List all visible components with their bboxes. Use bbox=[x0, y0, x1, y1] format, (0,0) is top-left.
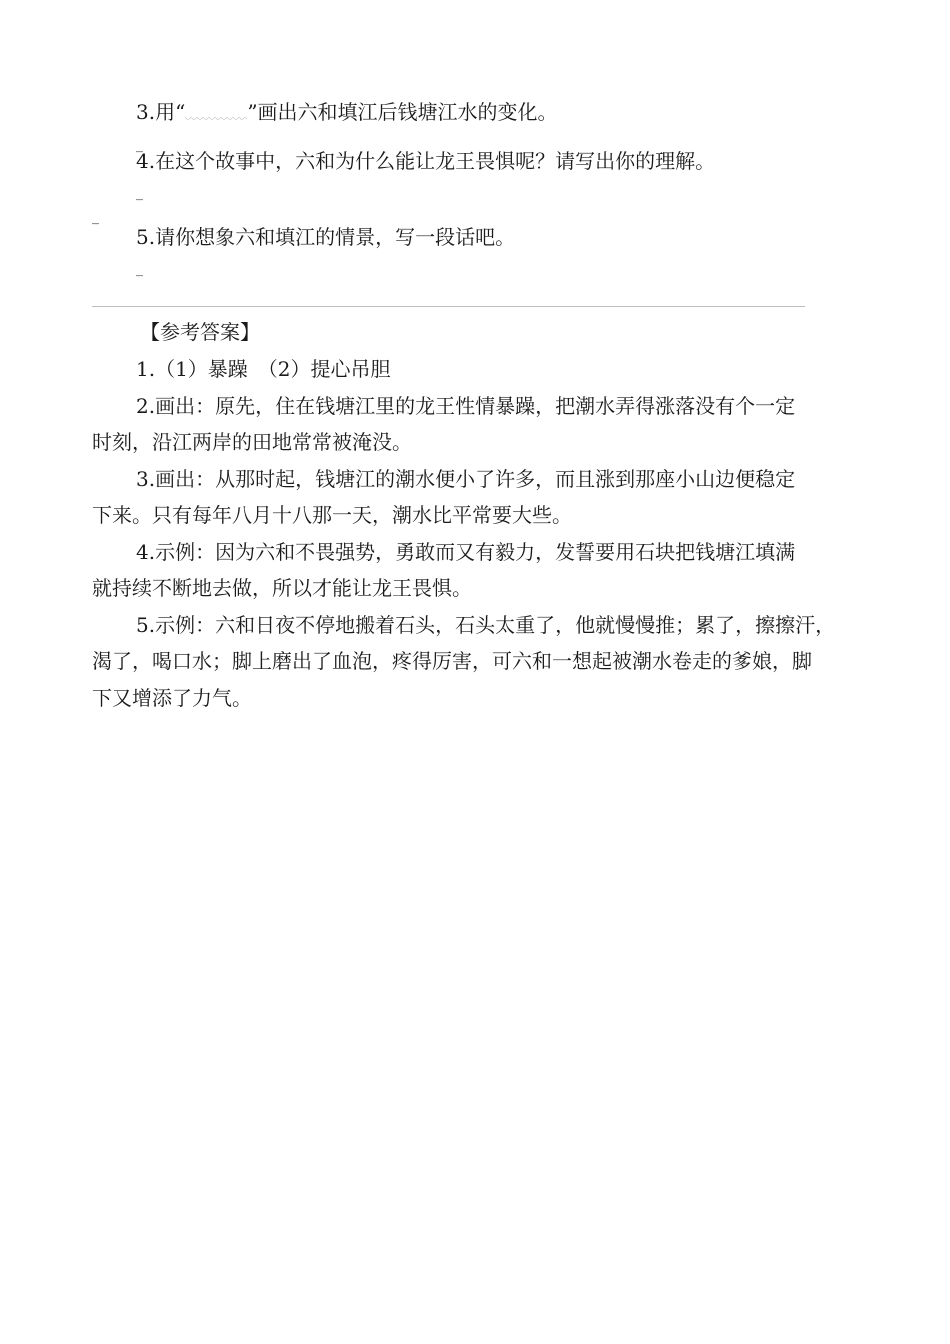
wavy-underline-sample bbox=[185, 103, 247, 121]
answer-4-line-2: 就持续不断地去做，所以才能让龙王畏惧。 bbox=[92, 576, 472, 600]
answer-1: 1.（1）暴躁 （2）提心吊胆 bbox=[136, 357, 391, 381]
question-5: 5.请你想象六和填江的情景，写一段话吧。 bbox=[136, 225, 516, 249]
question-4: 4.在这个故事中，六和为什么能让龙王畏惧呢？请写出你的理解。 bbox=[136, 149, 716, 173]
answer-5-line-3: 下又增添了力气。 bbox=[92, 686, 252, 710]
question-3-text-start: 3.用“ bbox=[136, 100, 186, 124]
answer-blank-mark: _ bbox=[136, 185, 143, 201]
question-3-text-end: ”画出六和填江后钱塘江水的变化。 bbox=[247, 100, 558, 124]
answer-4-line-1: 4.示例：因为六和不畏强势，勇敢而又有毅力，发誓要用石块把钱塘江填满 bbox=[136, 540, 796, 564]
answer-blank-mark: _ bbox=[136, 261, 143, 277]
answer-2-line-2: 时刻，沿江两岸的田地常常被淹没。 bbox=[92, 430, 412, 454]
section-divider bbox=[92, 306, 805, 307]
answer-5-line-1: 5.示例：六和日夜不停地搬着石头，石头太重了，他就慢慢推；累了，擦擦汗， bbox=[136, 613, 836, 637]
answer-3-line-2: 下来。只有每年八月十八那一天，潮水比平常要大些。 bbox=[92, 503, 572, 527]
answer-blank-mark: _ bbox=[136, 137, 143, 153]
question-3 bbox=[136, 98, 558, 126]
answer-5-line-2: 渴了，喝口水；脚上磨出了血泡，疼得厉害，可六和一想起被潮水卷走的爹娘，脚 bbox=[92, 649, 812, 673]
answer-blank-mark: _ bbox=[92, 209, 99, 225]
answer-3-line-1: 3.画出：从那时起，钱塘江的潮水便小了许多，而且涨到那座小山边便稳定 bbox=[136, 467, 796, 491]
answer-heading: 【参考答案】 bbox=[140, 320, 260, 344]
answer-2-line-1: 2.画出：原先，住在钱塘江里的龙王性情暴躁，把潮水弄得涨落没有个一定 bbox=[136, 394, 796, 418]
